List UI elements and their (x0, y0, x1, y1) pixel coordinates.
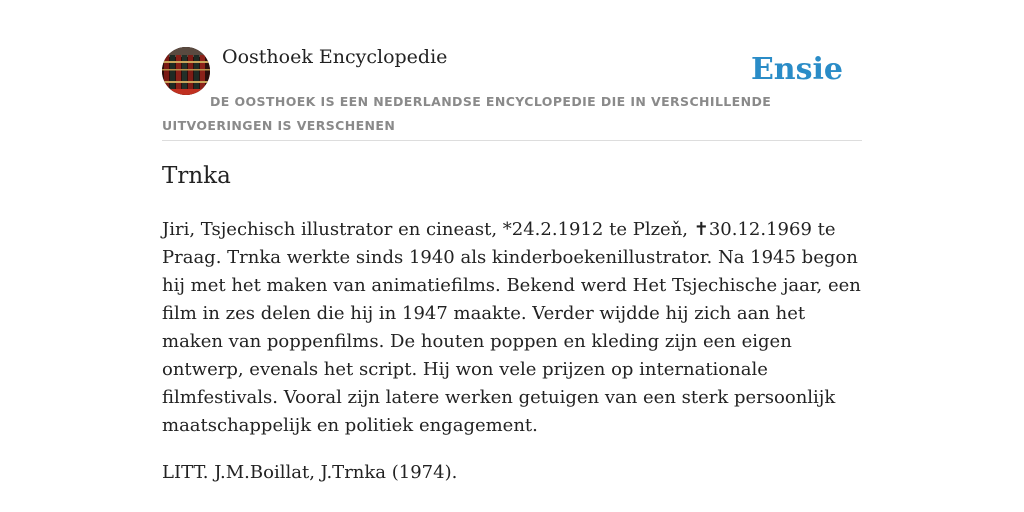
brand-logo[interactable]: Ensie (750, 52, 843, 87)
site-header (162, 0, 862, 141)
article-body: Jiri, Tsjechisch illustrator en cineast, *24.2.1912 te Plzeň, ✝30.12.1969 te Praag. Trnka werkte sinds 1940 als kinderboekenillustrator. Na 1945 begon hij met het maken van animatiefilms. Bekend werd Het Tsjechische jaar, een film in zes delen die hij in 1947 maakte. Verder wijdde hij zich aan het maken van poppenfilms. De houten poppen en kleding zijn een eigen ontwerp, evenals het script. Hij won vele prijzen op internationale filmfestivals. Vooral zijn latere werken getuigen van een sterk persoonlijk maatschappelijk en politiek engagement. (162, 219, 861, 436)
article-title: Trnka (162, 163, 231, 189)
encyclopedia-books-icon[interactable] (162, 47, 210, 95)
site-title[interactable]: Oosthoek Encyclopedie (222, 46, 448, 68)
site-tagline: DE OOSTHOEK IS EEN NEDERLANDSE ENCYCLOPEDIE DIE IN VERSCHILLENDE UITVOERINGEN IS VERSCHENEN (162, 94, 772, 133)
article-literature: LITT. J.M.Boillat, J.Trnka (1974). (162, 462, 458, 483)
page (162, 0, 862, 483)
